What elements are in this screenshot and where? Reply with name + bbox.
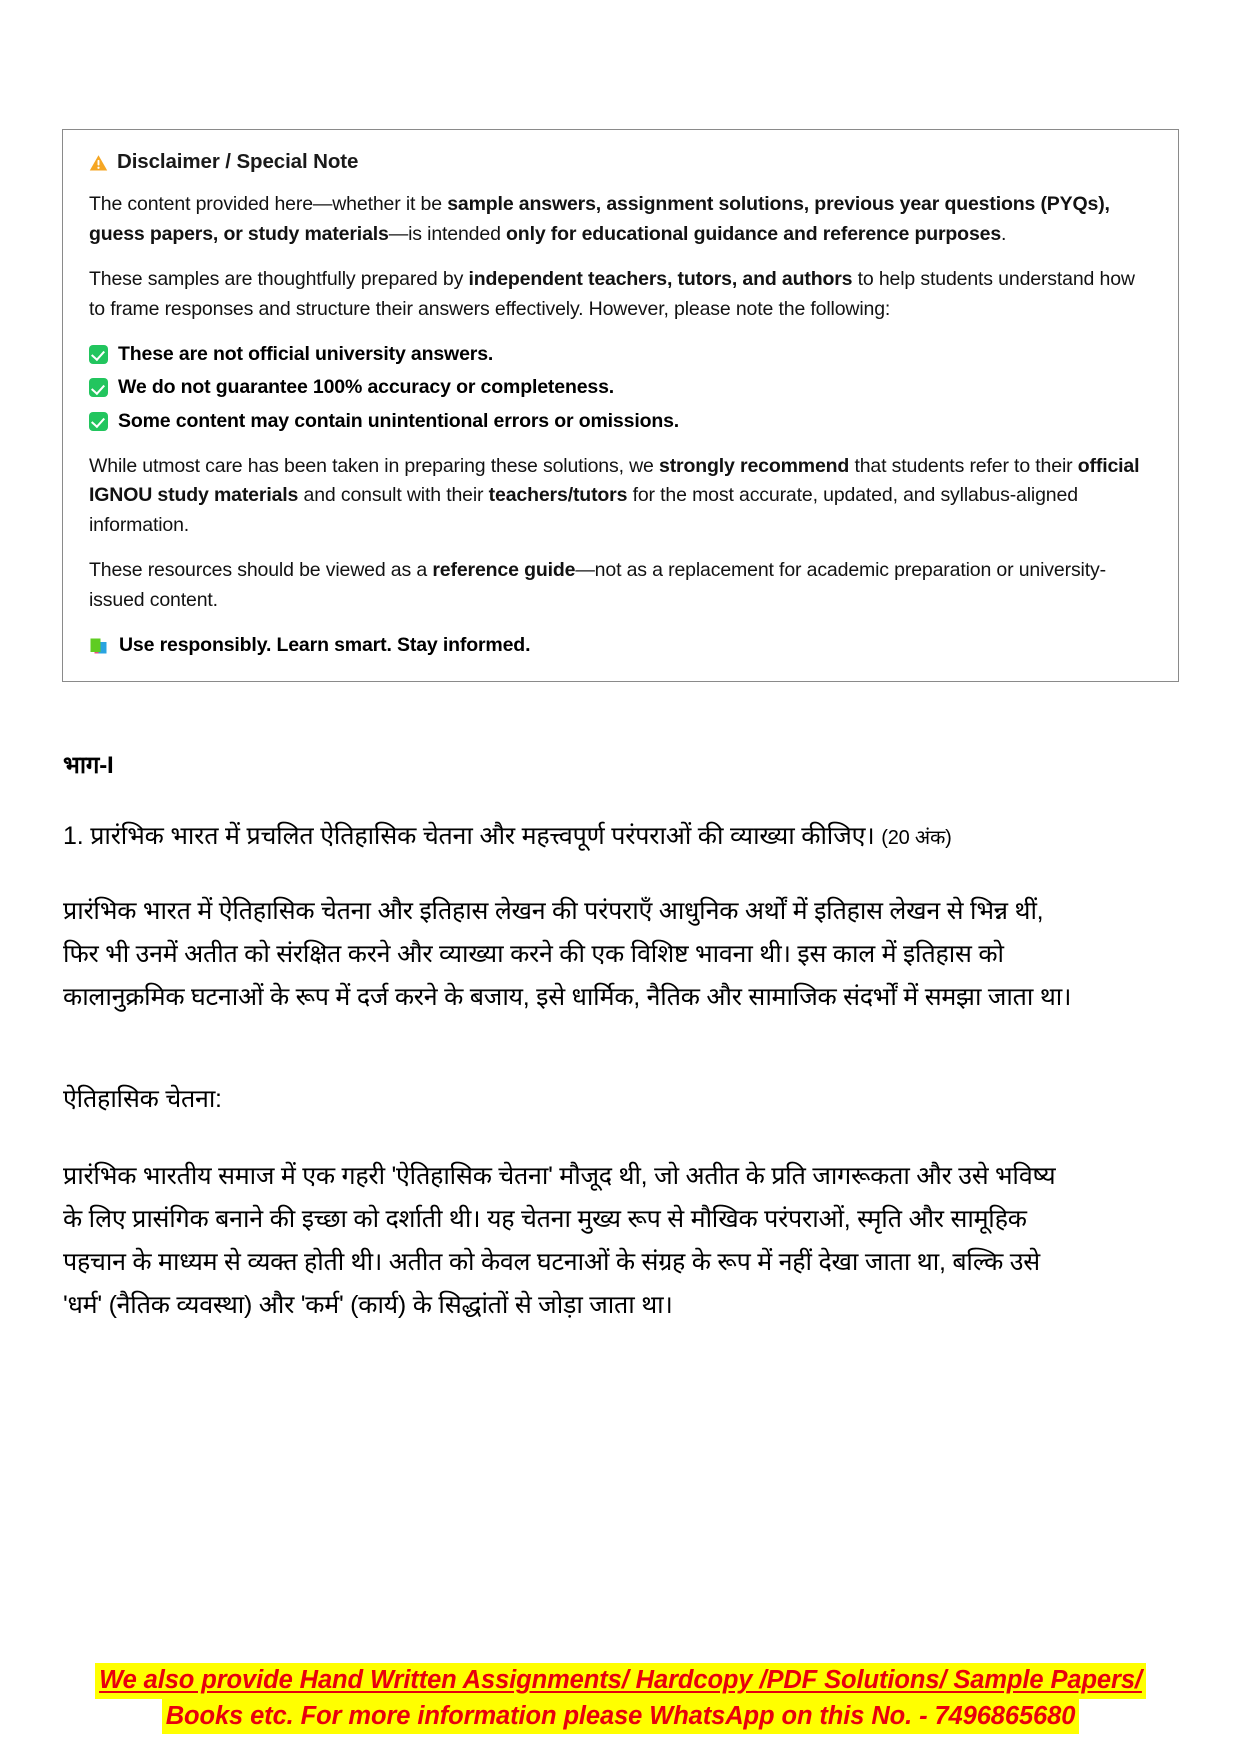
- warning-triangle-icon: [89, 154, 108, 172]
- p4-part-c: —not as a replacement for academic preparation or university-issued content.: [89, 559, 1106, 612]
- p1-part-d: only for educational guidance and reference purposes: [506, 222, 1002, 245]
- checklist-item: [89, 408, 1152, 436]
- promo-line-2: Books etc. For more information please WhatsApp on this No. - 7496865680: [162, 1699, 1080, 1735]
- question-line: [63, 820, 1123, 854]
- disclaimer-title-text: Disclaimer / Special Note: [117, 150, 359, 173]
- p4-part-a: These resources should be viewed as a: [89, 559, 433, 582]
- final-line-text: Use responsibly. Learn smart. Stay informed.: [119, 633, 531, 656]
- p3-part-f: teachers/tutors: [488, 484, 628, 507]
- p2-part-c: to help students understand how to frame responses and structure their answers effectively. However, please note the following:: [89, 268, 1135, 320]
- disclaimer-title: [89, 150, 1152, 174]
- disclaimer-paragraph-3: [89, 452, 1152, 541]
- disclaimer-paragraph-2: [89, 265, 1152, 324]
- checklist-item-label: We do not guarantee 100% accuracy or completeness.: [118, 376, 615, 399]
- promo-banner: [0, 1663, 1241, 1734]
- disclaimer-final-line: [89, 632, 1152, 659]
- promo-line-1: We also provide Hand Written Assignments/ Hardcopy /PDF Solutions/ Sample Papers/: [95, 1663, 1146, 1699]
- p2-part-b: independent teachers, tutors, and authors: [468, 268, 853, 291]
- disclaimer-checklist: [89, 341, 1152, 436]
- p3-part-g: for the most accurate, updated, and syllabus-aligned information.: [89, 484, 1078, 536]
- answer-subheading-1: ऐतिहासिक चेतना:: [63, 1085, 222, 1113]
- p3-part-e: and consult with their: [298, 484, 489, 507]
- question-text: 1. प्रारंभिक भारत में प्रचलित ऐतिहासिक चेतना और महत्त्वपूर्ण परंपराओं की व्याख्या कीजिए।: [63, 822, 875, 850]
- disclaimer-paragraph-4: [89, 556, 1152, 615]
- green-check-icon: [89, 378, 108, 397]
- p1-part-e: .: [1001, 222, 1007, 245]
- section-heading: भाग-I: [63, 752, 114, 779]
- checklist-item: [89, 374, 1152, 402]
- p1-part-a: The content provided here—whether it be: [89, 193, 448, 215]
- answer-paragraph-1: प्रारंभिक भारत में ऐतिहासिक चेतना और इतिहास लेखन की परंपराएँ आधुनिक अर्थों में इतिहास लेखन से भिन्न थीं, फिर भी उनमें अतीत को संरक्षित करने और व्याख्या करने की एक विशिष्ट भावना थी। इस काल में इतिहास को कालानुक्रमिक घटनाओं के रूप में दर्ज करने के बजाय, इसे धार्मिक, नैतिक और सामाजिक संदर्भों में समझा जाता था।: [63, 897, 1072, 1011]
- disclaimer-paragraph-1: [89, 190, 1152, 249]
- checklist-item: [89, 341, 1152, 369]
- question-marks: (20 अंक): [881, 827, 952, 849]
- green-check-icon: [89, 412, 108, 431]
- p3-part-c: that students refer to their: [849, 454, 1078, 477]
- books-stack-icon: [89, 635, 109, 655]
- green-check-icon: [89, 345, 108, 364]
- p3-part-b: strongly recommend: [659, 454, 850, 477]
- p1-part-b: sample answers, assignment solutions, previous year questions (PYQs), guess papers, or study materials: [89, 193, 1110, 245]
- checklist-item-label: Some content may contain unintentional errors or omissions.: [118, 409, 680, 432]
- p1-part-c: —is intended: [388, 222, 507, 245]
- p3-part-d: official IGNOU study materials: [89, 454, 1140, 507]
- p4-part-b: reference guide: [432, 559, 576, 582]
- p3-part-a: While utmost care has been taken in preparing these solutions, we: [89, 454, 660, 477]
- disclaimer-box: [62, 129, 1179, 682]
- checklist-item-label: These are not official university answers.: [118, 342, 494, 365]
- p2-part-a: These samples are thoughtfully prepared by: [89, 268, 469, 291]
- answer-paragraph-2: प्रारंभिक भारतीय समाज में एक गहरी 'ऐतिहासिक चेतना' मौजूद थी, जो अतीत के प्रति जागरूकता और उसे भविष्य के लिए प्रासंगिक बनाने की इच्छा को दर्शाती थी। यह चेतना मुख्य रूप से मौखिक परंपराओं, स्मृति और सामूहिक पहचान के माध्यम से व्यक्त होती थी। अतीत को केवल घटनाओं के संग्रह के रूप में नहीं देखा जाता था, बल्कि उसे 'धर्म' (नैतिक व्यवस्था) और 'कर्म' (कार्य) के सिद्धांतों से जोड़ा जाता था।: [63, 1162, 1056, 1319]
